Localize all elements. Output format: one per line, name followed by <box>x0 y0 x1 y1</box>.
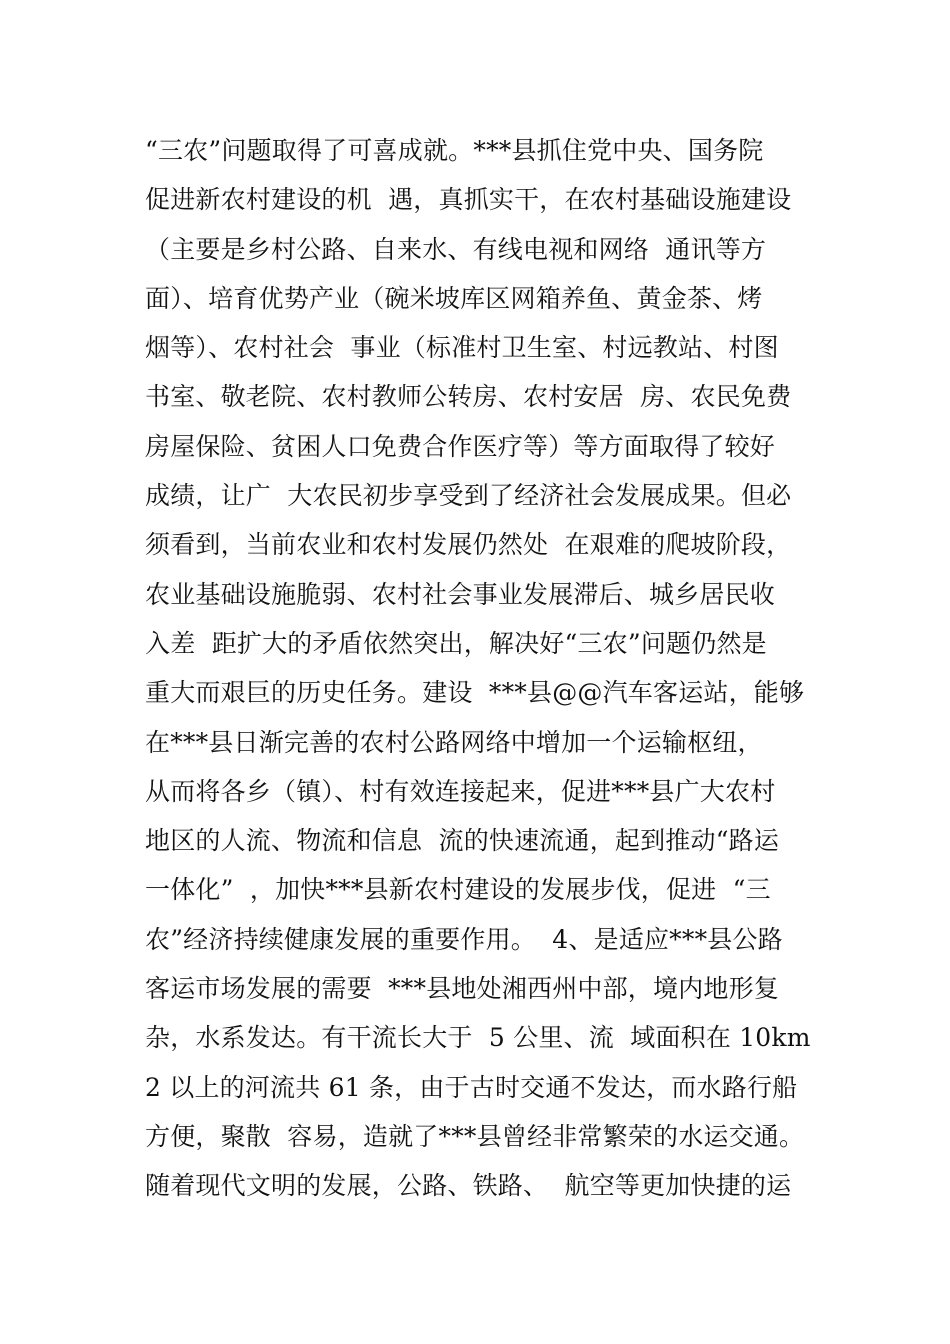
text-line-15: 地区的人流、物流和信息 流的快速流通，起到推动“路运 <box>145 826 780 856</box>
text-line-4: 面）、培育优势产业（碗米坡库区网箱养鱼、黄金茶、烤 <box>145 283 763 313</box>
text-line-2: 促进新农村建设的机 遇，真抓实干，在农村基础设施建设 <box>145 185 792 215</box>
text-line-7: 房屋保险、贫困人口免费合作医疗等）等方面取得了较好 <box>145 431 776 461</box>
text-line-20: 2 以上的河流共 61 条，由于古时交通不发达，而水路行船 <box>145 1072 798 1102</box>
text-line-12: 重大而艰巨的历史任务。建设 ***县@@汽车客运站，能够 <box>145 678 805 708</box>
text-line-18: 客运市场发展的需要 ***县地处湘西州中部，境内地形复 <box>145 974 779 1004</box>
text-line-5: 烟等）、农村社会 事业（标准村卫生室、村远教站、村图 <box>145 333 779 363</box>
text-line-10: 农业基础设施脆弱、农村社会事业发展滞后、城乡居民收 <box>145 579 776 609</box>
text-line-9: 须看到，当前农业和农村发展仍然处 在艰难的爬坡阶段， <box>145 530 792 560</box>
text-line-14: 从而将各乡（镇）、村有效连接起来，促进***县广大农村 <box>145 776 776 806</box>
text-line-6: 书室、敬老院、农村教师公转房、农村安居 房、农民免费 <box>145 382 792 412</box>
body-text <box>145 126 845 1211</box>
text-line-1: “三农”问题取得了可喜成就。***县抓住党中央、国务院 <box>145 136 764 165</box>
text-line-3: （主要是乡村公路、自来水、有线电视和网络 通讯等方 <box>145 234 767 264</box>
text-line-21: 方便，聚散 容易，造就了***县曾经非常繁荣的水运交通。 <box>145 1121 805 1151</box>
text-line-19: 杂，水系发达。有干流长大于 5 公里、流 域面积在 10km <box>145 1023 811 1053</box>
text-line-11: 入差 距扩大的矛盾依然突出，解决好“三农”问题仍然是 <box>145 628 767 658</box>
text-line-13: 在***县日渐完善的农村公路网络中增加一个运输枢纽， <box>145 727 763 757</box>
text-line-16: 一体化” ，加快***县新农村建设的发展步伐，促进 “三 <box>145 875 771 905</box>
text-line-22: 随着现代文明的发展，公路、铁路、 航空等更加快捷的运 <box>145 1171 792 1201</box>
text-line-8: 成绩，让广 大农民初步享受到了经济社会发展成果。但必 <box>145 481 792 511</box>
text-line-17: 农”经济持续健康发展的重要作用。 4、是适应***县公路 <box>145 924 783 954</box>
